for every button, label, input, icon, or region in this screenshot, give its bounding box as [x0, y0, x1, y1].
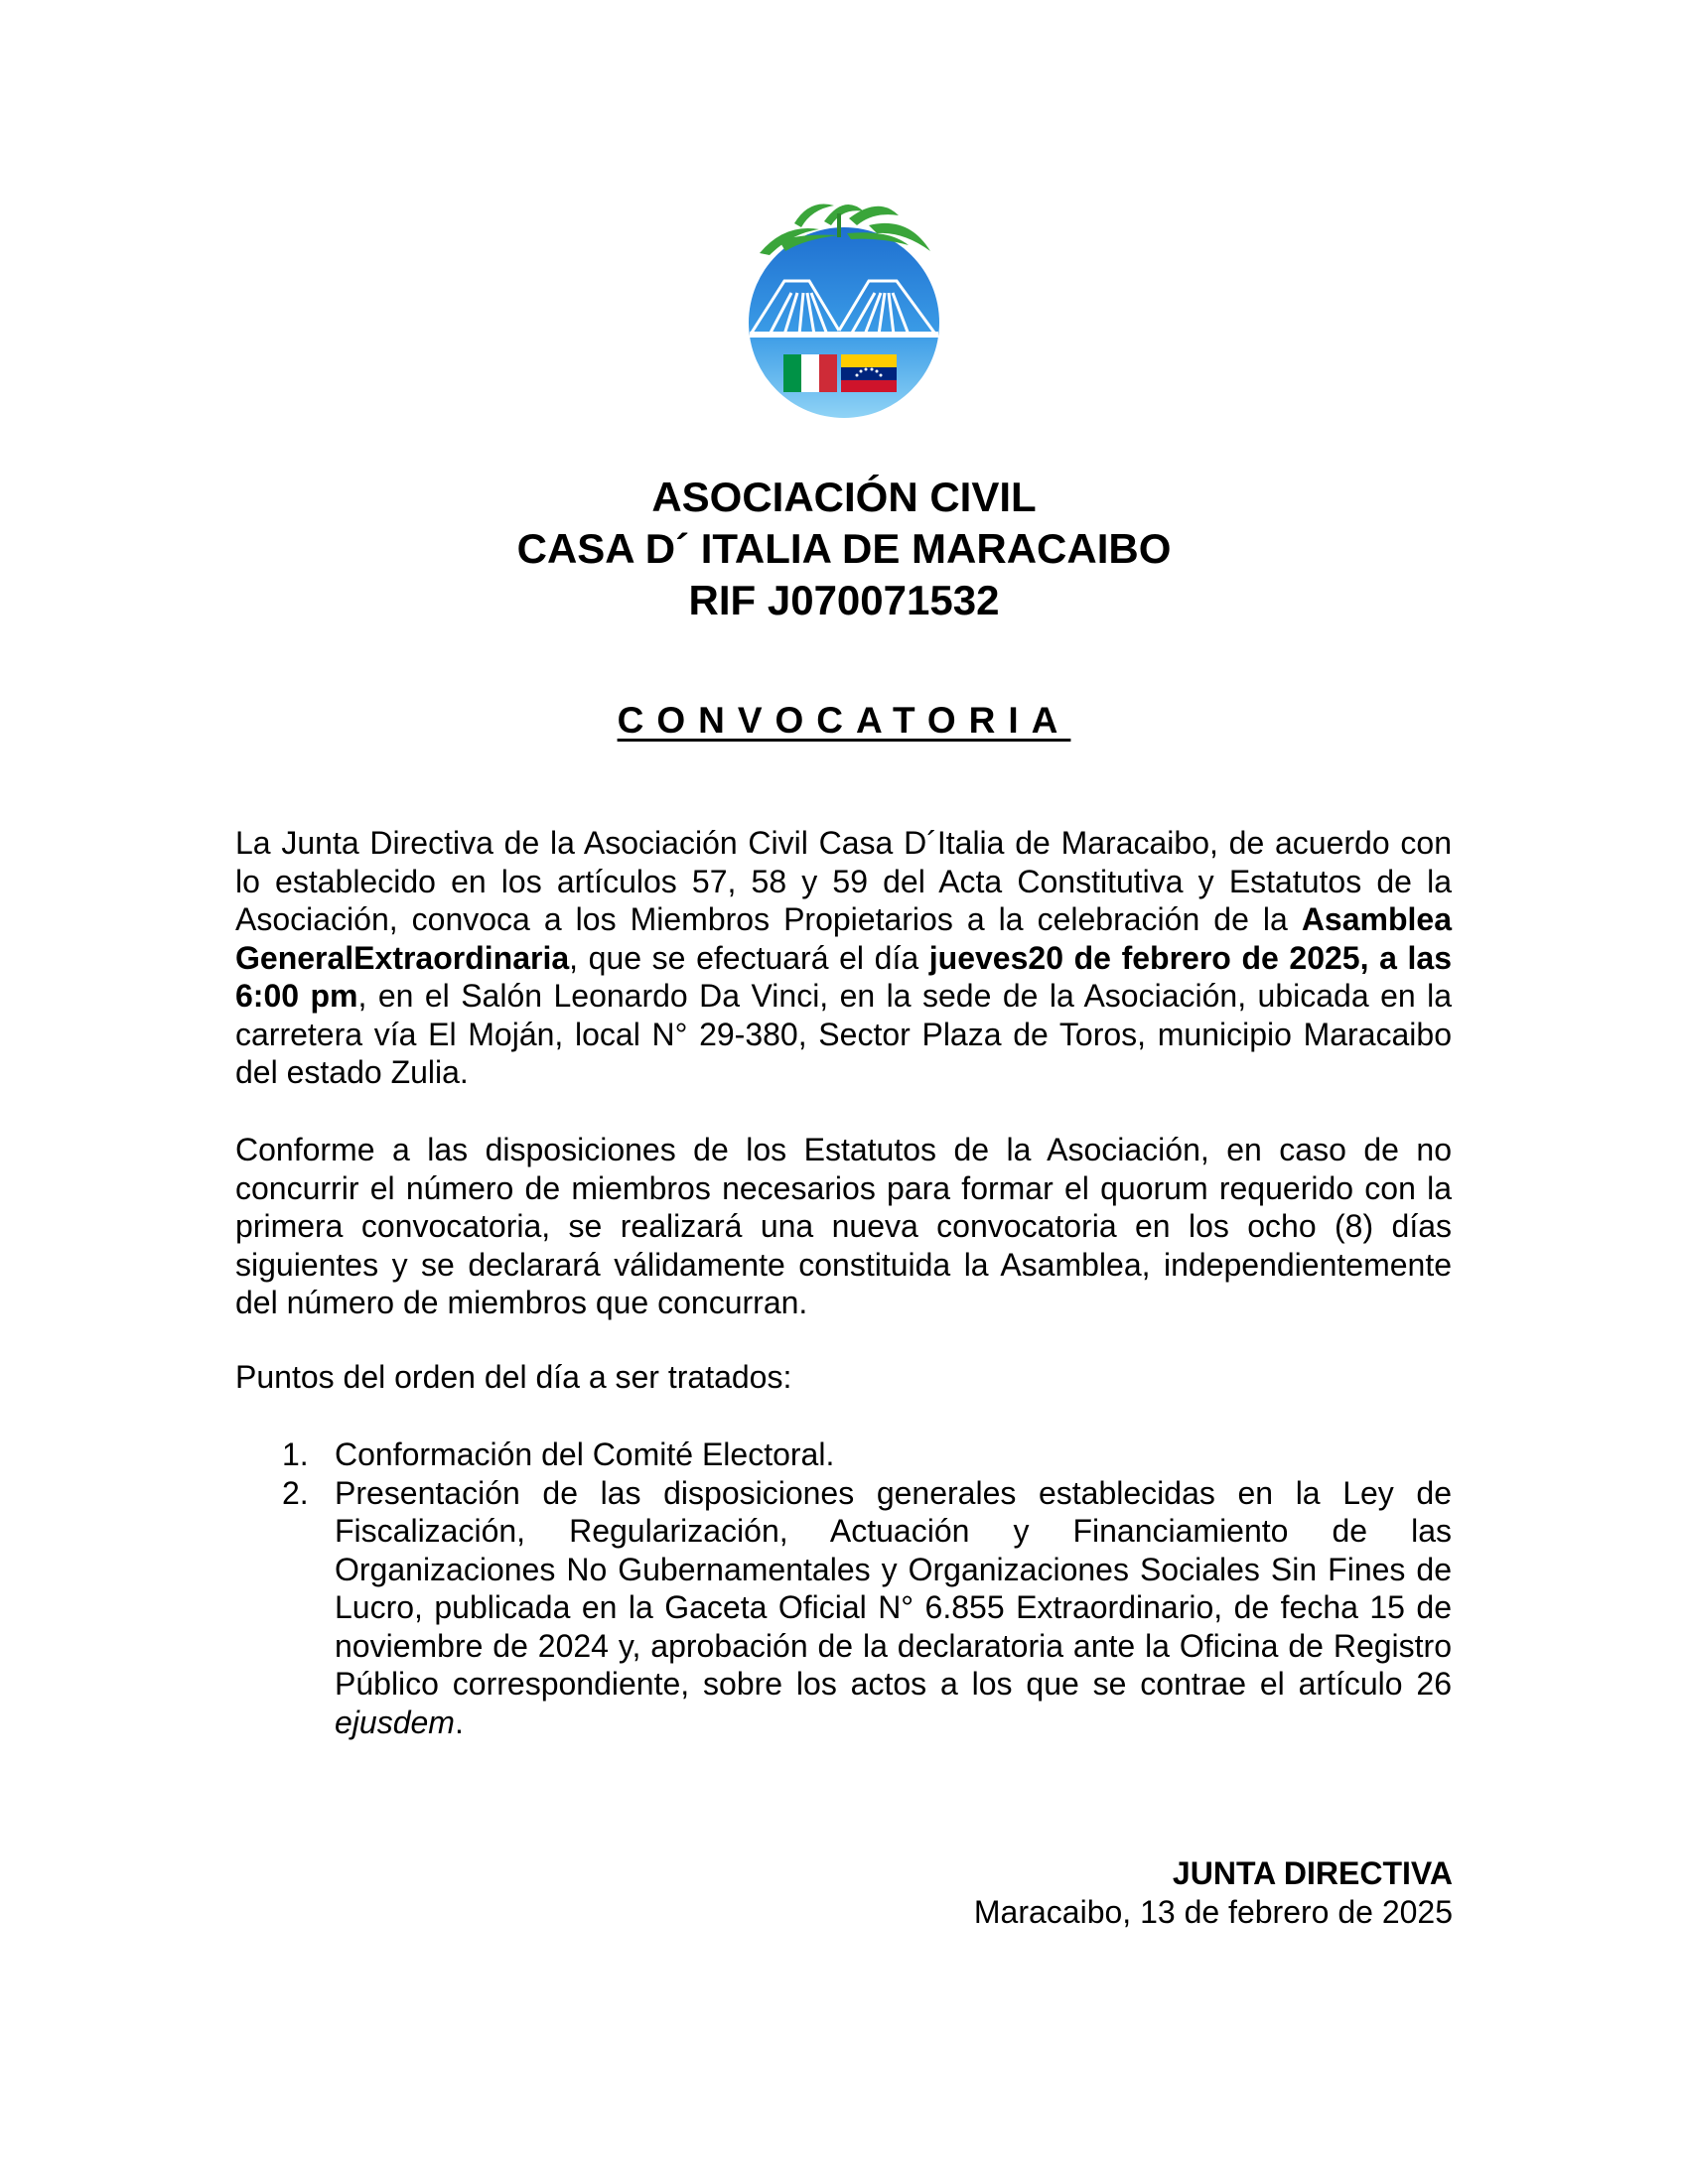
- list-item: [235, 1435, 1452, 1474]
- list-number: 2.: [282, 1474, 309, 1511]
- list-text-end: .: [454, 1704, 464, 1740]
- paragraph-convocation: [235, 824, 1452, 1092]
- document-title: CONVOCATORIA: [617, 700, 1071, 741]
- signature-board: JUNTA DIRECTIVA: [1172, 1855, 1453, 1891]
- document-header: [0, 472, 1688, 626]
- list-text: Conformación del Comité Electoral.: [335, 1436, 835, 1472]
- list-text: Presentación de las disposiciones generales establecidas en la Ley de Fiscalización, Regularización, Actuación y Financiamiento de las Organizaciones No Gubernamentales y Organizaciones Sociales Sin Fines de Lucro, publicada en la Gaceta Oficial N° 6.855 Extraordinario, de fecha 15 de noviembre de 2024 y, aprobación de la declaratoria ante la Oficina de Registro Público correspondiente, sobre los actos a los que se contrae el artículo 26: [335, 1474, 1452, 1702]
- agenda-intro: Puntos del orden del día a ser tratados:: [235, 1359, 792, 1395]
- rif-number: RIF J070071532: [688, 577, 1000, 623]
- association-logo: [740, 194, 948, 427]
- association-name: CASA D´ ITALIA DE MARACAIBO: [516, 525, 1172, 572]
- assembly-type: Asamblea GeneralExtraordinaria: [235, 901, 1452, 976]
- italy-flag-icon: [783, 354, 837, 392]
- association-type: ASOCIACIÓN CIVIL: [651, 474, 1037, 520]
- venezuela-flag-icon: [841, 354, 897, 392]
- list-text-italic: ejusdem: [335, 1704, 455, 1740]
- agenda-list: [235, 1435, 1452, 1741]
- paragraph-quorum: Conforme a las disposiciones de los Estatutos de la Asociación, en caso de no concurrir el número de miembros necesarios para formar el quorum requerido con la primera convocatoria, se realizará una nueva convocatoria en los ocho (8) días siguientes y se declarará válidamente constituida la Asamblea, independientemente del número de miembros que concurran.: [235, 1132, 1452, 1320]
- p1-text-a: La Junta Directiva de la Asociación Civil Casa D´Italia de Maracaibo, de acuerdo con lo establecido en los artículos 57, 58 y 59 del Acta Constitutiva y Estatutos de la Asociación, convoca a los Miembros Propietarios a la celebración de la: [235, 825, 1452, 937]
- assembly-date: jueves20 de febrero de 2025, a las 6:00 pm: [235, 939, 1453, 1014]
- signature-block: [974, 1854, 1453, 1931]
- p1-text-c: , que se efectuará el día: [569, 939, 929, 976]
- p1-text-e: , en el Salón Leonardo Da Vinci, en la sede de la Asociación, ubicada en la carretera vía El Moján, local N° 29-380, Sector Plaza de Toros, municipio Maracaibo del estado Zulia.: [235, 978, 1453, 1090]
- list-text-container: [335, 1474, 1452, 1742]
- list-number: 1.: [282, 1436, 309, 1472]
- logo-emblem-icon: [740, 194, 948, 427]
- signature-place-date: Maracaibo, 13 de febrero de 2025: [973, 1893, 1453, 1930]
- list-item: [235, 1474, 1452, 1742]
